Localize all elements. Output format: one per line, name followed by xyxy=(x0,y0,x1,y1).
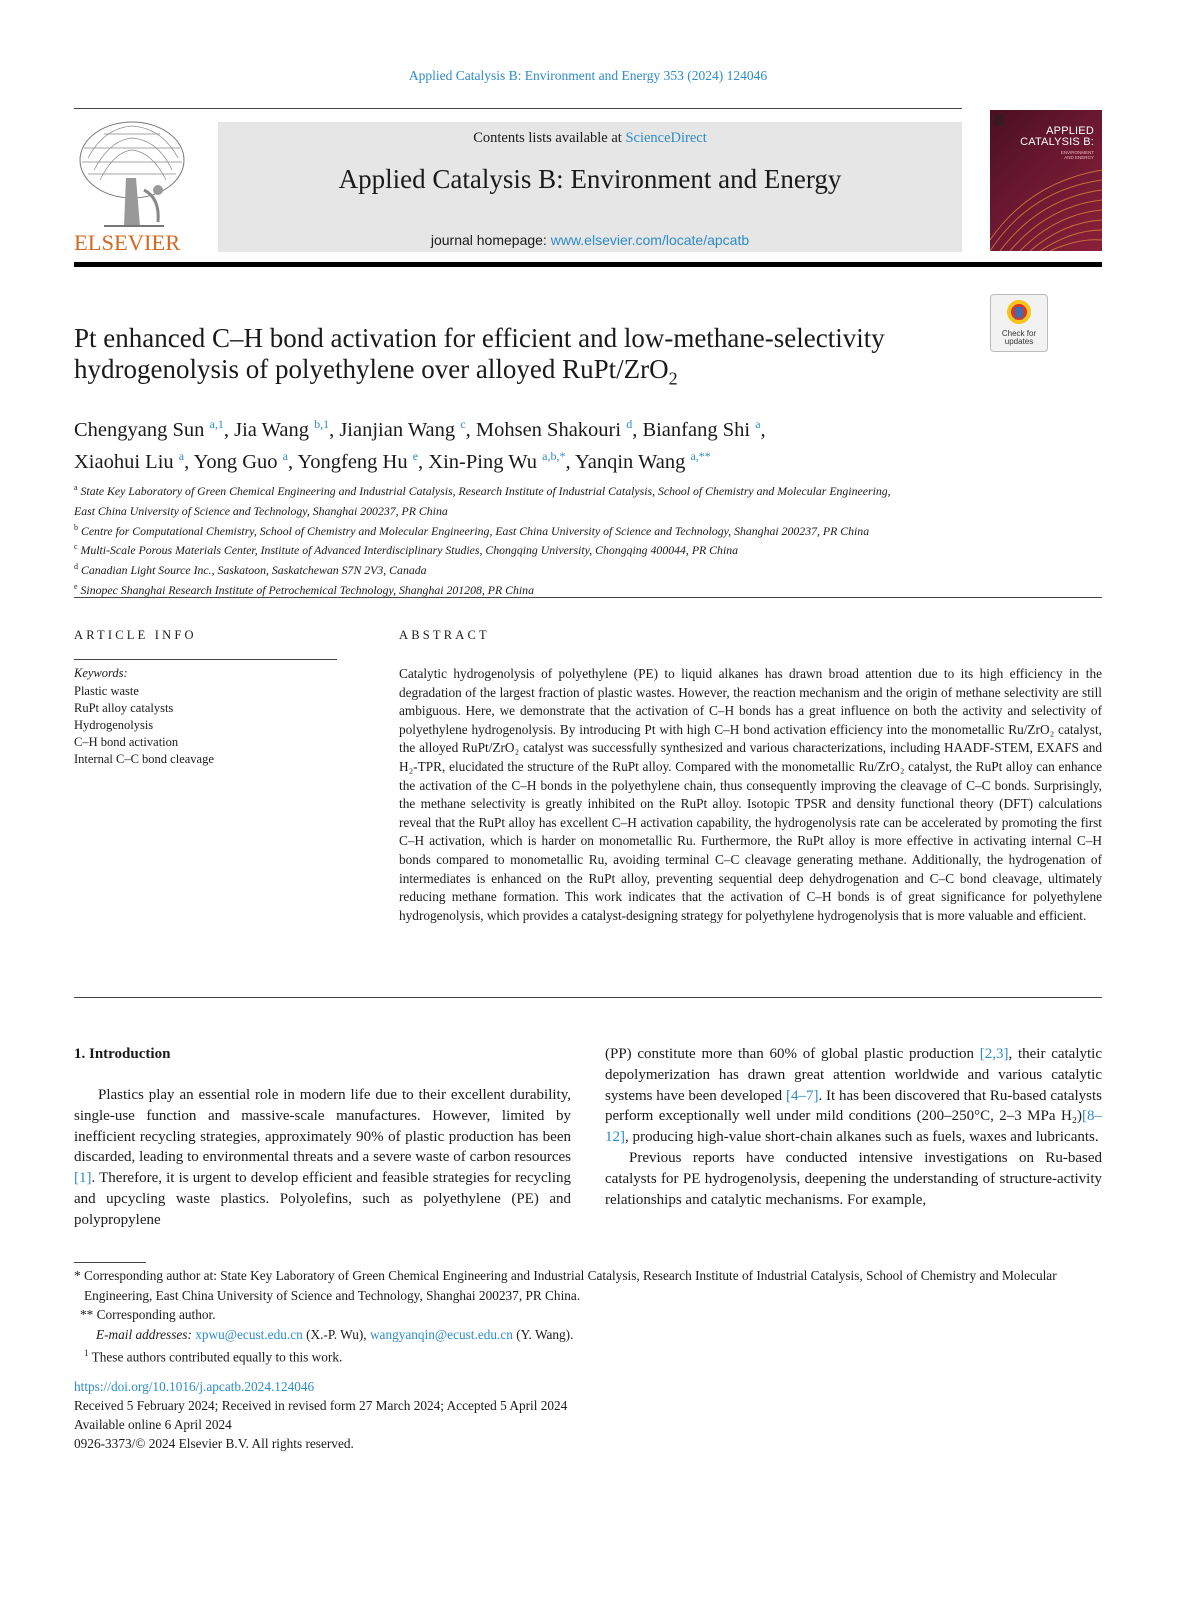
keywords-list xyxy=(74,683,214,768)
author-name[interactable]: Jia Wang xyxy=(234,418,309,441)
author-affiliation-marker[interactable]: a,b,* xyxy=(542,448,566,463)
affiliation-key: d xyxy=(74,562,78,572)
author-separator: , xyxy=(465,418,476,441)
body-column-right xyxy=(605,1044,1102,1210)
author-separator: , xyxy=(223,418,235,441)
journal-cover[interactable] xyxy=(990,110,1102,251)
keywords-label: Keywords: xyxy=(74,666,128,680)
keyword-item: RuPt alloy catalysts xyxy=(74,701,174,715)
cover-title: APPLIED CATALYSIS B: xyxy=(1020,125,1094,148)
affiliation-text: Centre for Computational Chemistry, School of Chemistry and Molecular Engineering, East China University of Science and Technology, Shanghai 200237, PR China xyxy=(80,523,870,538)
citation-link[interactable]: [4–7] xyxy=(785,1087,819,1104)
affiliation-text: East China University of Science and Technology, Shanghai 200237, PR China xyxy=(74,503,448,518)
available-online: Available online 6 April 2024 xyxy=(74,1417,232,1432)
author-separator: , xyxy=(418,450,429,473)
keyword-item: Hydrogenolysis xyxy=(74,718,154,732)
corresponding-author-note: * Corresponding author at: State Key Laboratory of Green Chemical Engineering and Industrial Catalysis, Research Institute of Industrial Catalysis, School of Chemistry and Molecular Engineering, East China University of Science and Technology, Shanghai 200237, PR China. xyxy=(74,1268,1057,1303)
abstract-rule xyxy=(74,997,1102,998)
author-name[interactable]: Xin-Ping Wu xyxy=(428,450,538,473)
affiliation-text: Sinopec Shanghai Research Institute of Petrochemical Technology, Shanghai 201208, PR China xyxy=(80,583,534,598)
crossmark-text: Check for updates xyxy=(1001,329,1037,346)
doi-link[interactable]: https://doi.org/10.1016/j.apcatb.2024.124046 xyxy=(74,1379,315,1394)
affiliation-item xyxy=(74,559,1074,579)
author-affiliation-marker[interactable]: a,** xyxy=(690,448,711,463)
author-name[interactable]: Chengyang Sun xyxy=(74,418,205,441)
homepage-line: journal homepage: www.elsevier.com/locate/apcatb xyxy=(430,232,750,248)
affiliation-text: Multi-Scale Porous Materials Center, Institute of Advanced Interdisciplinary Studies, Chongqing University, Chongqing 400044, PR China xyxy=(80,543,739,558)
header-rule xyxy=(74,108,962,109)
author-affiliation-marker[interactable]: e xyxy=(412,448,419,463)
author-list xyxy=(74,411,1004,475)
affiliation-item xyxy=(74,480,1074,500)
received-dates: Received 5 February 2024; Received in revised form 27 March 2024; Accepted 5 April 2024 xyxy=(74,1398,568,1413)
header-thick-rule xyxy=(74,262,1102,267)
affiliation-key: c xyxy=(74,542,78,552)
check-for-updates-button[interactable] xyxy=(990,294,1048,352)
author-name[interactable]: Yongfeng Hu xyxy=(297,450,408,473)
article-info-rule xyxy=(74,659,337,660)
author-affiliation-marker[interactable]: a,1 xyxy=(209,417,224,431)
sciencedirect-link[interactable]: ScienceDirect xyxy=(625,130,707,146)
affiliation-rule xyxy=(74,597,1102,598)
affiliation-item xyxy=(74,539,1074,559)
journal-name: Applied Catalysis B: Environment and Energy xyxy=(338,164,842,194)
author-affiliation-marker[interactable]: a xyxy=(755,417,761,431)
keyword-item: C–H bond activation xyxy=(74,735,179,749)
affiliation-item xyxy=(74,500,1074,520)
publisher-name: ELSEVIER xyxy=(74,230,181,255)
author-name[interactable]: Xiaohui Liu xyxy=(74,450,174,473)
author-affiliation-marker[interactable]: b,1 xyxy=(314,417,330,431)
affiliation-item xyxy=(74,579,1074,599)
affiliation-key: b xyxy=(74,522,78,532)
abstract-text: Catalytic hydrogenolysis of polyethylene (PE) to liquid alkanes has drawn broad attention due to its high efficiency in the degradation of the largest fraction of plastic wastes. However, the reaction mechanism and the origin of methane selectivity are still ambiguous. Here, we demonstrate that the activation of C–H bonds has a great influence on both the activity and selectivity of polyethylene hydrogenolysis. By introducing Pt with high C–H bond activation efficiency into the monometallic Ru/ZrO₂ catalyst, the alloyed RuPt/ZrO₂ catalyst was successfully synthesized and various characterizations, including HAADF-STEM, EXAFS and H₂-TPR, elucidated the structure of the RuPt alloy. Compared with the monometallic Ru/ZrO₂ catalyst, the RuPt alloy can enhance the activation of the C–H bonds in the polyethylene chain, thus consequently improving the cleavage of C–C bonds. Surprisingly, the methane selectivity is greatly inhibited on the RuPt alloy. Isotopic TPSR and density functional theory (DFT) calculations reveal that the RuPt alloy has excellent C–H activation capability, the hydrogenolysis rate can be accelerated by promoting the first C–H activation, which is harder on monometallic Ru. Furthermore, the RuPt alloy is more effective in activating internal C–H bonds compared to monometallic Ru, avoiding terminal C–C cleavage generating methane. Additionally, the hydrogenation of intermediates is enhanced on the RuPt alloy, preventing sequential deep dehydrogenation and C–C bond cleavage, ultimately reducing methane formation. This work indicates that the activation of C–H bonds is of great significance for polyethylene hydrogenolysis, which provides a catalyst-designing strategy for polyethylene hydrogenolysis that is more valuable and efficient. xyxy=(399,666,1102,923)
tree-icon xyxy=(74,118,194,256)
author-affiliation-marker[interactable]: d xyxy=(626,417,633,431)
keyword-item: Internal C–C bond cleavage xyxy=(74,752,214,766)
citation-link[interactable]: [1] xyxy=(74,1170,92,1187)
email-addresses: E-mail addresses: xpwu@ecust.edu.cn (X.-P. Wu), wangyanqin@ecust.edu.cn (Y. Wang). xyxy=(96,1326,574,1342)
equal-contribution-note: $^1$ These authors contributed equally to this work. xyxy=(84,1348,343,1365)
abstract-heading: ABSTRACT xyxy=(399,628,490,642)
article-title: Pt enhanced C–H bond activation for efficient and low-methane-selectivity hydrogenolysis of polyethylene over alloyed RuPt/ZrO$_2$ xyxy=(74,323,885,389)
author-separator: , xyxy=(184,450,194,473)
author-name[interactable]: Yong Guo xyxy=(193,450,278,473)
author-separator: , xyxy=(760,418,766,441)
journal-banner xyxy=(218,122,962,252)
elsevier-logo xyxy=(74,118,194,256)
section-heading-introduction: 1. Introduction xyxy=(74,1046,171,1062)
running-head[interactable]: Applied Catalysis B: Environment and Energy 353 (2024) 124046 xyxy=(408,68,768,83)
author-name[interactable]: Mohsen Shakouri xyxy=(475,418,622,441)
author-affiliation-marker[interactable]: c xyxy=(460,417,466,431)
affiliation-key: a xyxy=(74,483,78,492)
citation-link[interactable]: [8–12] xyxy=(605,1108,1102,1146)
paragraph: Plastics play an essential role in modern life due to their excellent durability, single-use function and massive-scale manufactures. However, limited by inefficient recycling strategies, approximately 90% of plastic production has been discarded, leading to environmental threats and a severe waste of carbon resources [1]. Therefore, it is urgent to develop efficient and feasible strategies for recycling and upcycling waste plastics. Polyolefins, such as polyethylene (PE) and polypropylene xyxy=(74,1087,571,1228)
footnotes xyxy=(74,1266,1102,1367)
article-info-heading: ARTICLE INFO xyxy=(74,628,197,642)
copyright: 0926-3373/© 2024 Elsevier B.V. All rights reserved. xyxy=(74,1436,354,1451)
author-separator: , xyxy=(287,450,298,473)
affiliations xyxy=(74,480,1074,599)
footnote-rule xyxy=(74,1262,146,1263)
affiliation-item xyxy=(74,520,1074,540)
citation-link[interactable]: [2,3] xyxy=(979,1046,1009,1062)
author-affiliation-marker[interactable]: a xyxy=(282,448,288,463)
author-name[interactable]: Yanqin Wang xyxy=(574,450,686,473)
author-separator: , xyxy=(329,418,340,441)
author-affiliation-marker[interactable]: a xyxy=(178,448,185,463)
keyword-item: Plastic waste xyxy=(74,684,139,698)
email-link[interactable]: wangyanqin@ecust.edu.cn xyxy=(369,1326,513,1342)
author-name[interactable]: Bianfang Shi xyxy=(642,418,751,441)
paragraph: (PP) constitute more than 60% of global plastic production [2,3], their catalytic depolymerization has drawn great attention worldwide and various catalytic systems have been developed [4–7]. It has been discovered that Ru-based catalysts perform exceptionally well under mild conditions (200–250°C, 2–3 MPa H₂)[8–12], producing high-value short-chain alkanes such as fuels, waxes and lubricants. xyxy=(605,1046,1102,1146)
affiliation-key: e xyxy=(74,582,78,592)
author-separator: , xyxy=(632,418,643,441)
paragraph: Previous reports have conducted intensive investigations on Ru-based catalysts for PE hydrogenolysis, deepening the understanding of structure-activity relationships and catalytic mechanisms. For example, xyxy=(605,1149,1102,1208)
corresponding-author-note-2: ** Corresponding author. xyxy=(80,1307,216,1322)
email-link[interactable]: xpwu@ecust.edu.cn xyxy=(195,1326,303,1342)
body-column-left xyxy=(74,1085,571,1231)
affiliation-text: Canadian Light Source Inc., Saskatoon, Saskatchewan S7N 2V3, Canada xyxy=(80,563,427,578)
contents-line: Contents lists available at ScienceDirect xyxy=(473,130,707,146)
author-name[interactable]: Jianjian Wang xyxy=(339,418,456,441)
affiliation-text: State Key Laboratory of Green Chemical Engineering and Industrial Catalysis, Research Institute of Industrial Catalysis, School of Chemistry and Molecular Engineering, xyxy=(80,483,891,498)
crossmark-icon xyxy=(1005,298,1033,330)
author-separator: , xyxy=(565,450,575,473)
homepage-link[interactable]: www.elsevier.com/locate/apcatb xyxy=(550,232,750,248)
cover-subtitle: ENVIRONMENT AND ENERGY xyxy=(1060,150,1094,160)
publication-info xyxy=(74,1377,567,1453)
